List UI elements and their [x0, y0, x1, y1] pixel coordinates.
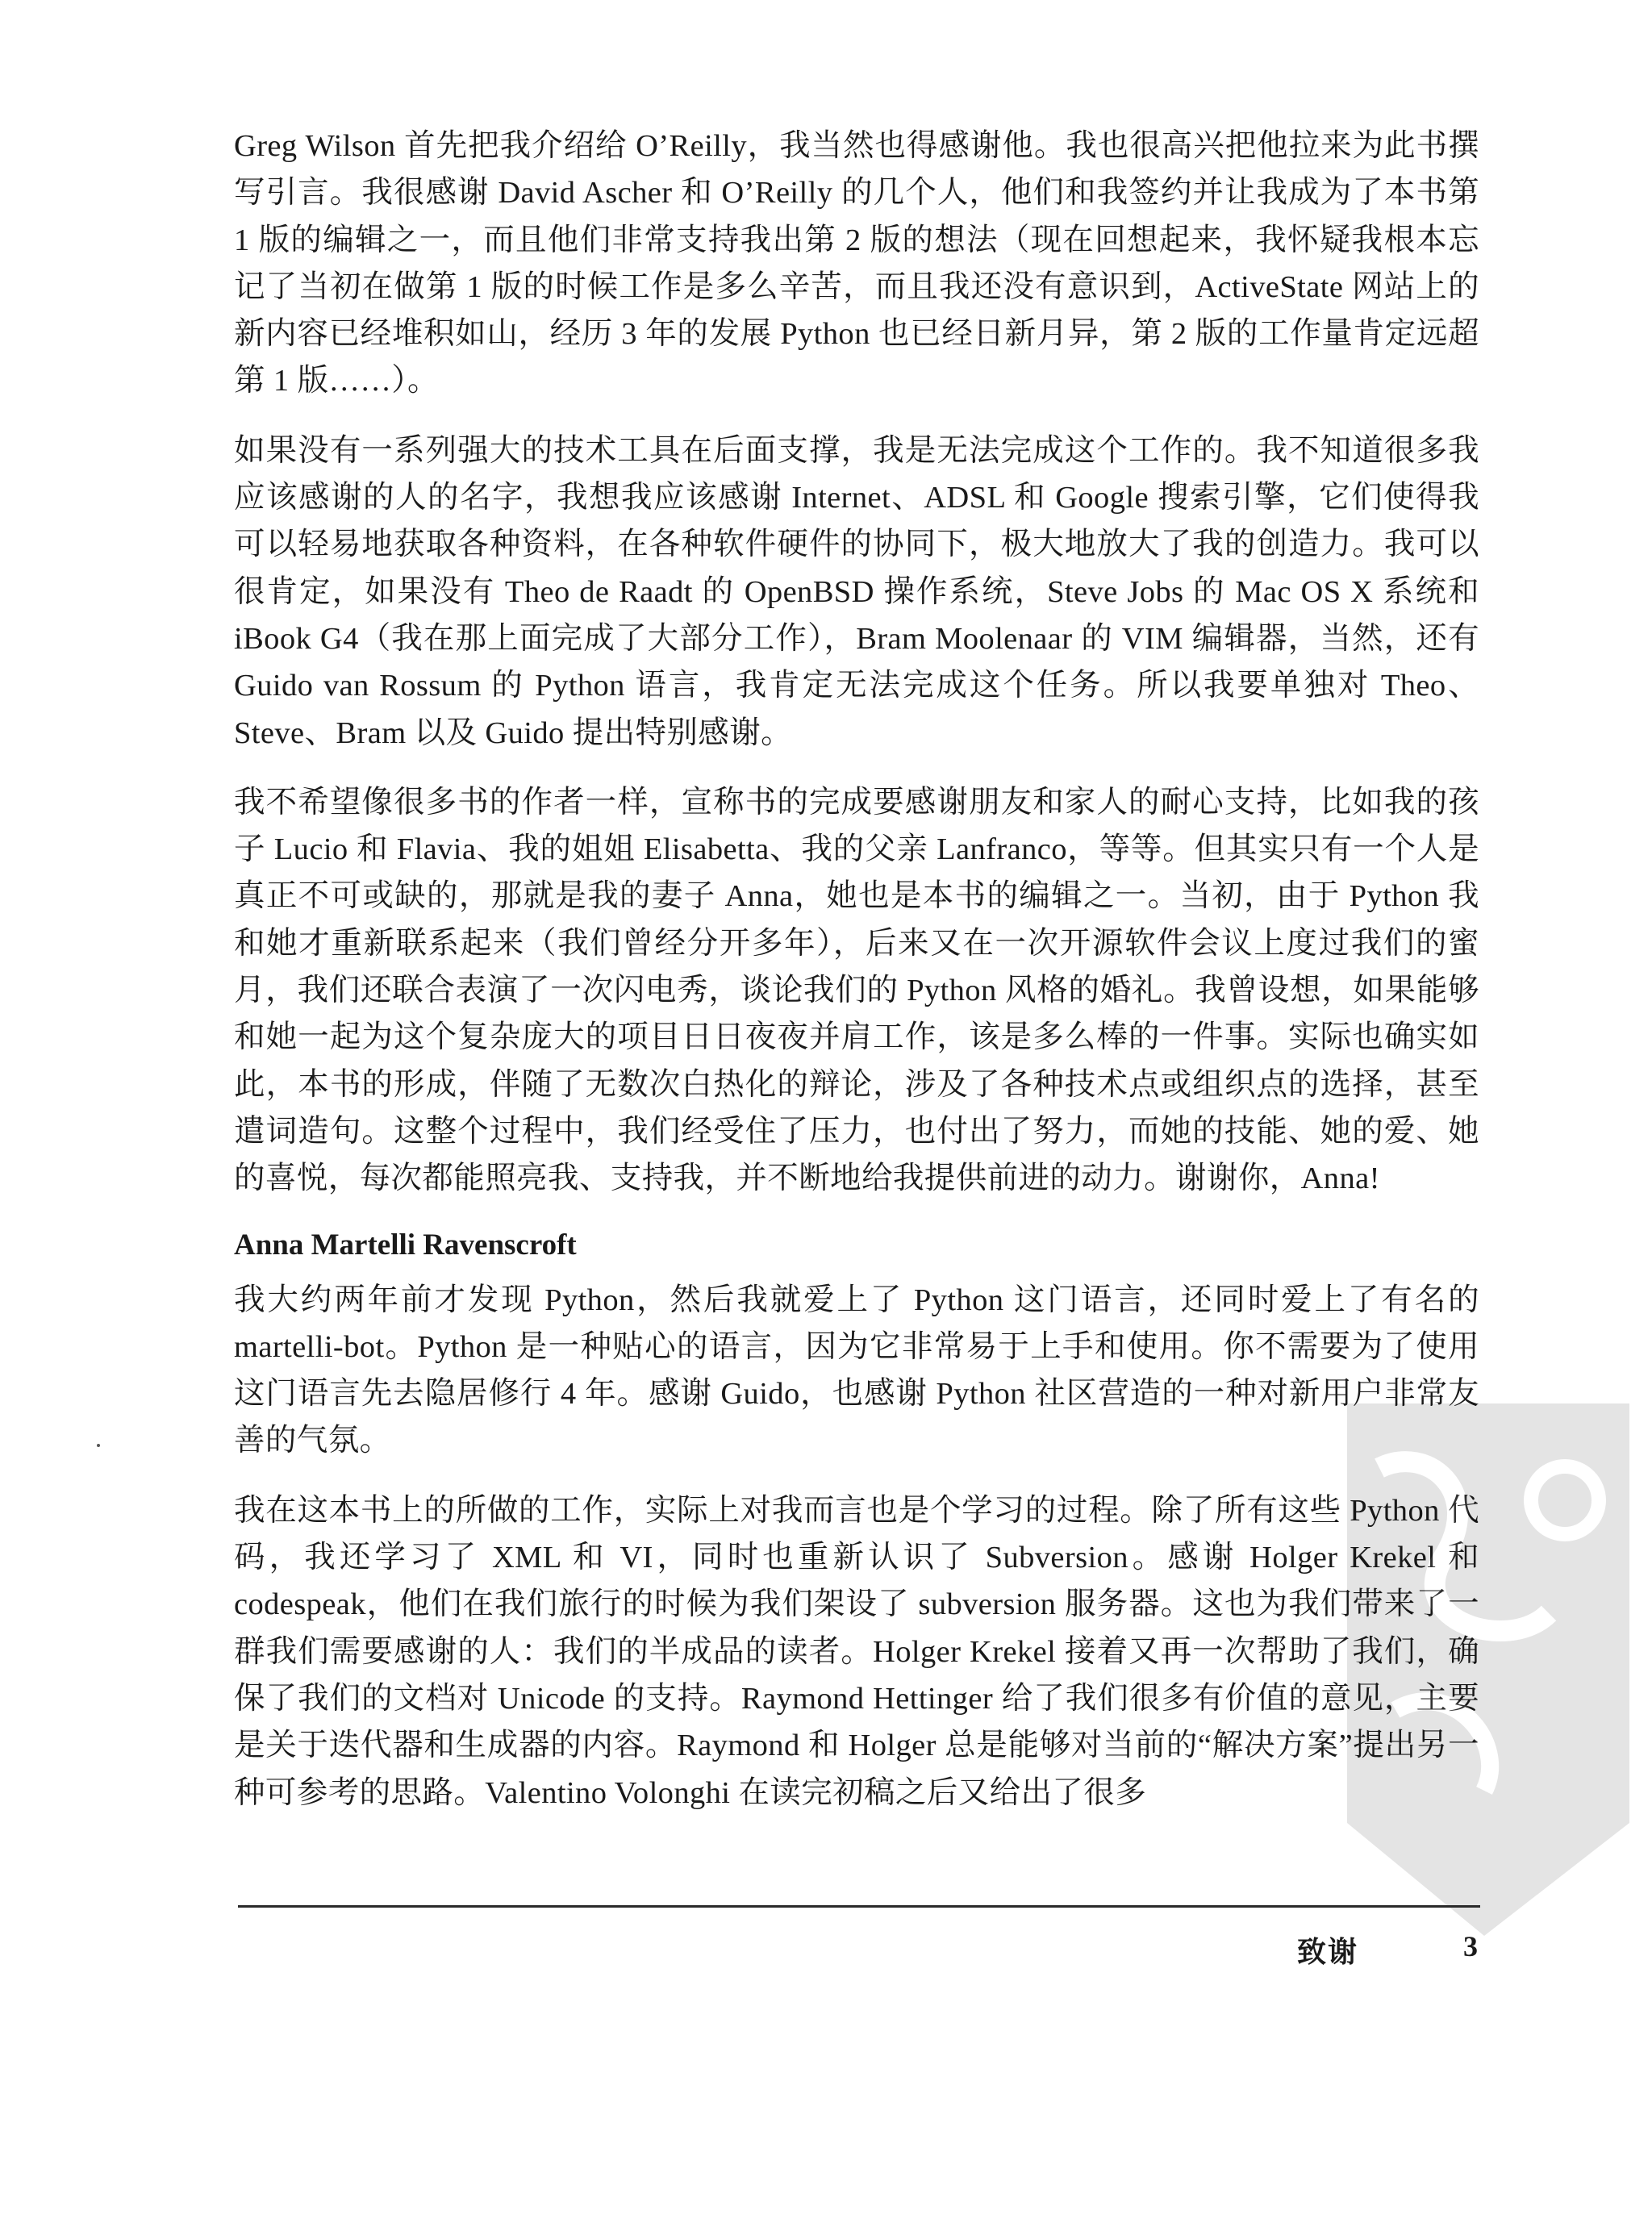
body-paragraph: 我在这本书上的所做的工作，实际上对我而言也是个学习的过程。除了所有这些 Python 代码，我还学习了 XML 和 VI，同时也重新认识了 Subversion。感谢 Holger Krekel 和 codespeak，他们在我们旅行的时候为我们架设了 subversion 服务器。这也为我们带来了一群我们需要感谢的人：我们的半成品的读者。Holger Krekel 接着又再一次帮助了我们，确保了我们的文档对 Unicode 的支持。Raymond Hettinger 给了我们很多有价值的意见，主要是关于迭代器和生成器的内容。Raymond 和 Holger 总是能够对当前的“解决方案”提出另一种可参考的思路。Valentino Volonghi 在读完初稿之后又给出了很多: [234, 1493, 1479, 1810]
margin-speck: [97, 1444, 100, 1447]
body-paragraph: 如果没有一系列强大的技术工具在后面支撑，我是无法完成这个工作的。我不知道很多我应该感谢的人的名字，我想我应该感谢 Internet、ADSL 和 Google 搜索引擎，它们使得我可以轻易地获取各种资料，在各种软件硬件的协同下，极大地放大了我的创造力。我可以很肯定，如果没有 Theo de Raadt 的 OpenBSD 操作系统，Steve Jobs 的 Mac OS X 系统和 iBook G4（我在那上面完成了大部分工作），Bram Moolenaar 的 VIM 编辑器，当然，还有 Guido van Rossum 的 Python 语言，我肯定无法完成这个任务。所以我要单独对 Theo、Steve、Bram 以及 Guido 提出特别感谢。: [234, 433, 1479, 750]
footer-section-title: 致谢: [1297, 1936, 1359, 1968]
footer-rule: [238, 1905, 1480, 1908]
body-paragraph: 我大约两年前才发现 Python，然后我就爱上了 Python 这门语言，还同时爱上了有名的 martelli-bot。Python 是一种贴心的语言，因为它非常易于上手和使用。你不需要为了使用这门语言先去隐居修行 4 年。感谢 Guido，也感谢 Python 社区营造的一种对新用户非常友善的气氛。: [234, 1282, 1479, 1458]
section-heading: Anna Martelli Ravenscroft: [234, 1228, 577, 1262]
body-paragraph: 我不希望像很多书的作者一样，宣称书的完成要感谢朋友和家人的耐心支持，比如我的孩子 Lucio 和 Flavia、我的姐姐 Elisabetta、我的父亲 Lanfranco，等等。但其实只有一个人是真正不可或缺的，那就是我的妻子 Anna，她也是本书的编辑之一。当初，由于 Python 我和她才重新联系起来（我们曾经分开多年），后来又在一次开源软件会议上度过我们的蜜月，我们还联合表演了一次闪电秀，谈论我们的 Python 风格的婚礼。我曾设想，如果能够和她一起为这个复杂庞大的项目日日夜夜并肩工作，该是多么棒的一件事。实际也确实如此，本书的形成，伴随了无数次白热化的辩论，涉及了各种技术点或组织点的选择，甚至遣词造句。这整个过程中，我们经受住了压力，也付出了努力，而她的技能、她的爱、她的喜悦，每次都能照亮我、支持我，并不断地给我提供前进的动力。谢谢你，Anna!: [234, 785, 1479, 1196]
page-footer: [1283, 1929, 1484, 1978]
watermark-seal-icon: [1242, 1371, 1646, 1952]
body-paragraph: Greg Wilson 首先把我介绍给 O’Reilly，我当然也得感谢他。我也很高兴把他拉来为此书撰写引言。我很感谢 David Ascher 和 O’Reilly 的几个人，他们和我签约并让我成为了本书第 1 版的编辑之一，而且他们非常支持我出第 2 版的想法（现在回想起来，我怀疑我根本忘记了当初在做第 1 版的时候工作是多么辛苦，而且我还没有意识到，ActiveState 网站上的新内容已经堆积如山，经历 3 年的发展 Python 也已经日新月异，第 2 版的工作量肯定远超第 1 版……）。: [234, 129, 1479, 398]
page-number: 3: [1463, 1930, 1478, 1962]
